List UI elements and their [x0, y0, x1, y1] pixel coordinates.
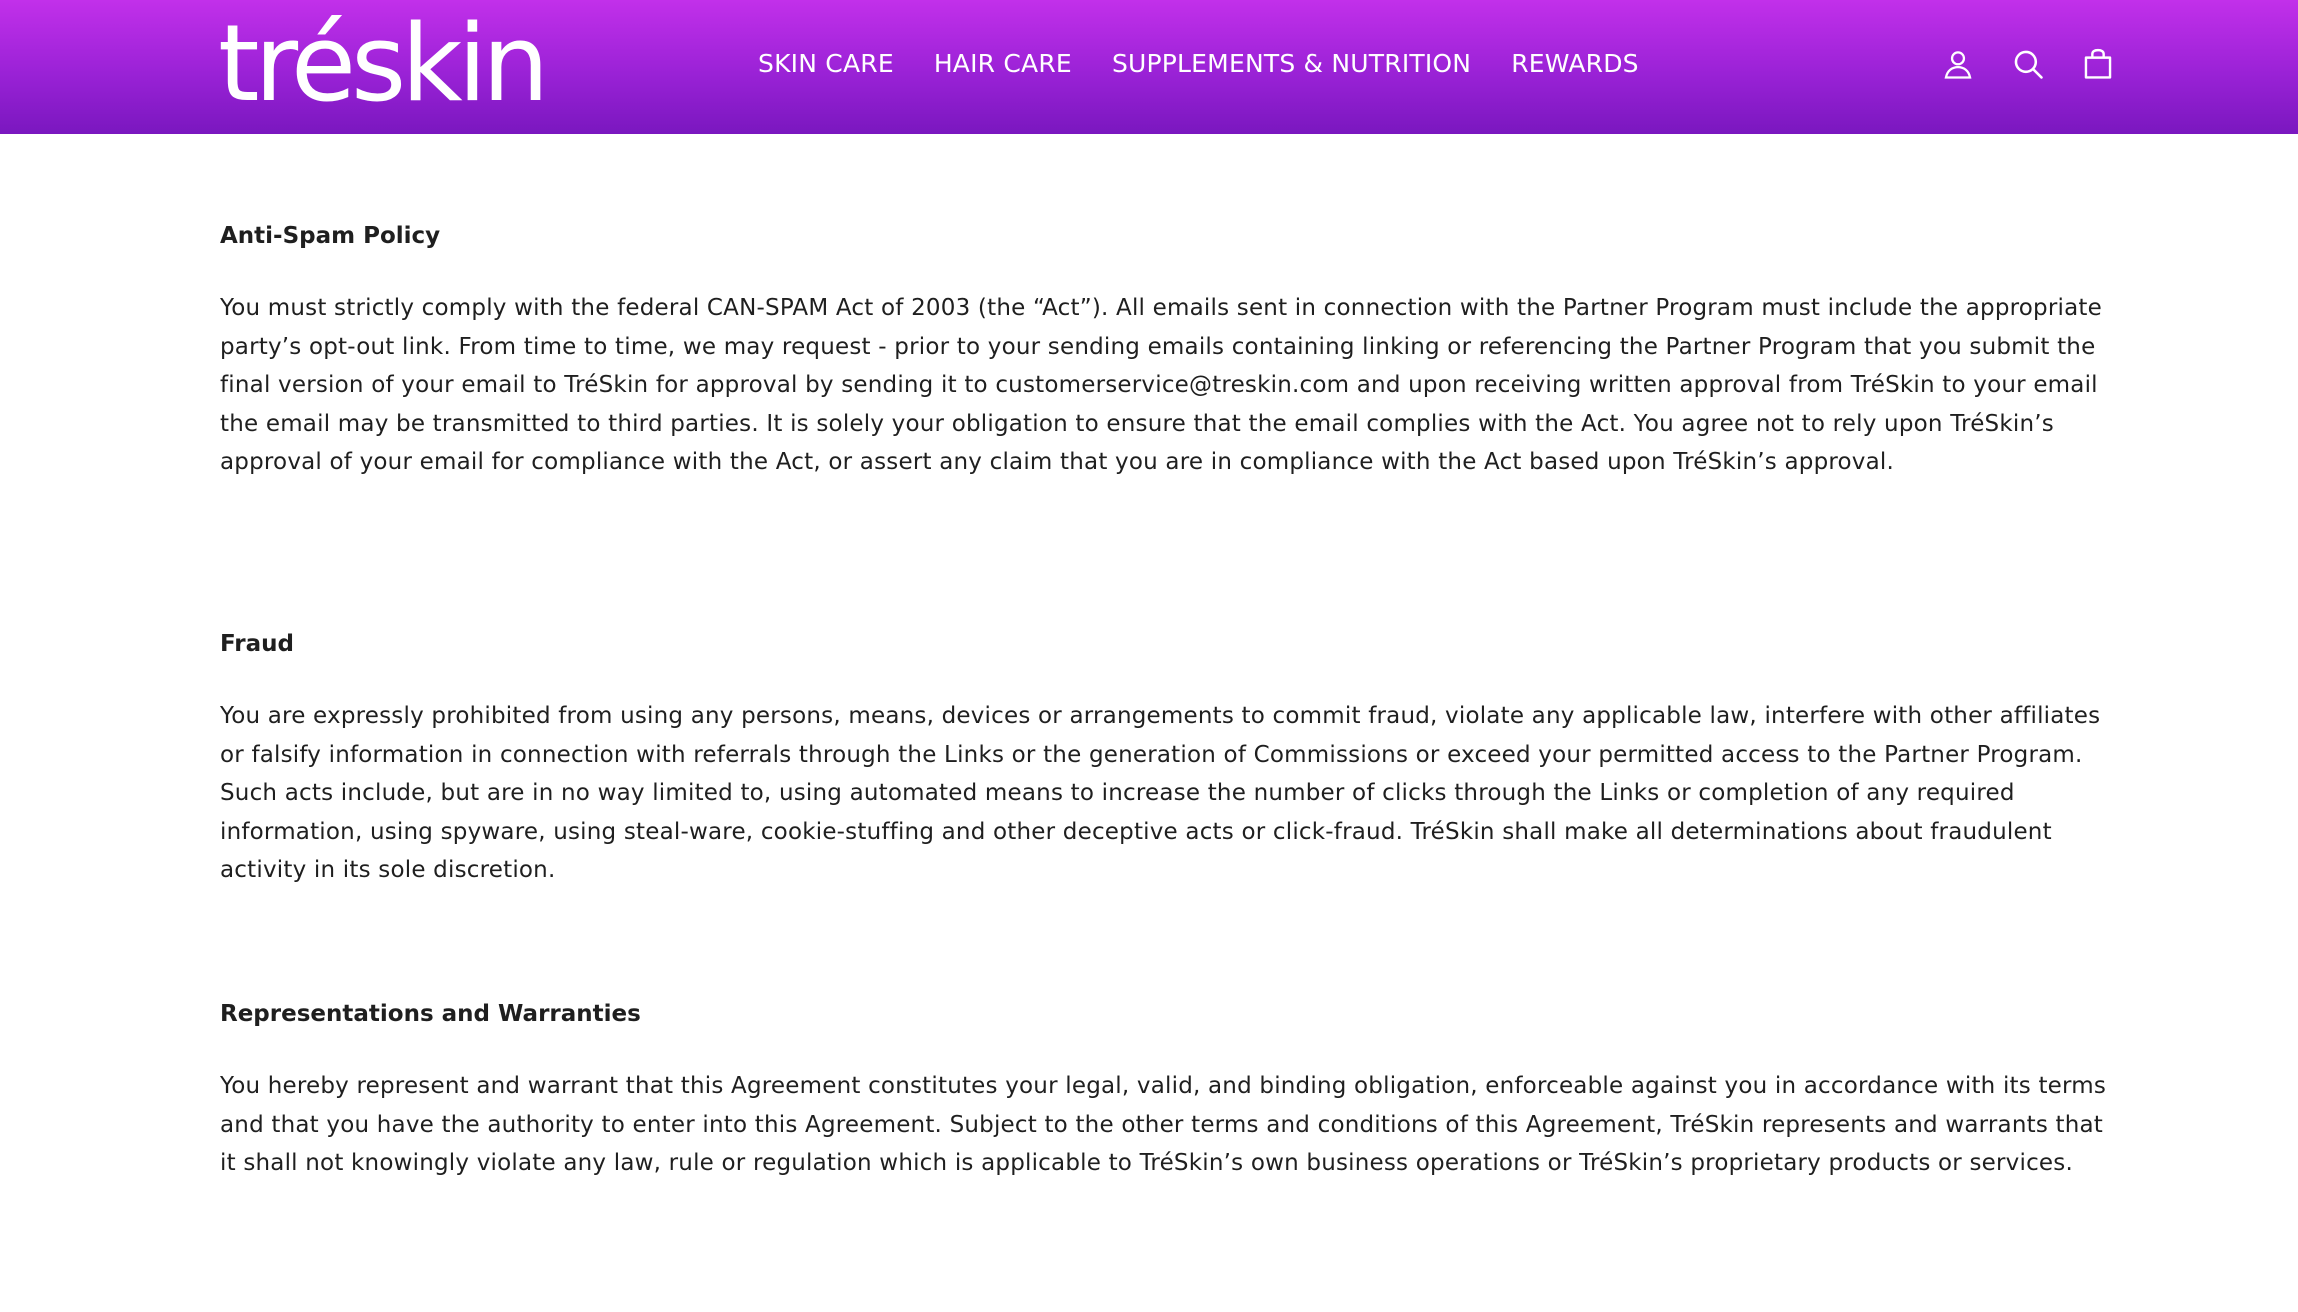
brand-logo[interactable]: tréskin — [218, 2, 545, 125]
main-nav — [758, 44, 1639, 84]
nav-skin-care[interactable]: SKIN CARE — [758, 49, 894, 78]
header-actions — [1938, 44, 2118, 84]
search-icon[interactable] — [2008, 44, 2048, 84]
section-title-representations: Representations and Warranties — [220, 1001, 641, 1027]
nav-supplements-nutrition[interactable]: SUPPLEMENTS & NUTRITION — [1111, 49, 1472, 78]
section-title-fraud: Fraud — [220, 631, 294, 657]
section-title-anti-spam: Anti-Spam Policy — [220, 223, 441, 249]
section-body-fraud: You are expressly prohibited from using any persons, means, devices or arrangements to commit fraud, violate any applicable law, interfere with other affiliates or falsify information in connection with referrals through the Links or the generation of Commissions or exceed your permitted access to the Partner Program. Such acts include, but are in no way limited to, using automated means to increase the number of clicks through the Links or completion of any required information, using spyware, using steal-ware, cookie-stuffing and other deceptive acts or click-fraud. TréSkin shall make all determinations about fraudulent activity in its sole discretion. — [220, 703, 2101, 884]
account-icon[interactable] — [1938, 44, 1978, 84]
nav-hair-care[interactable]: HAIR CARE — [933, 49, 1072, 78]
nav-rewards[interactable]: REWARDS — [1511, 49, 1639, 78]
cart-icon[interactable] — [2078, 44, 2118, 84]
site-header — [0, 0, 2298, 134]
section-body-anti-spam: You must strictly comply with the federal CAN-SPAM Act of 2003 (the “Act”). All emails sent in connection with the Partner Program must include the appropriate party’s opt-out link. From time to time, we may request - prior to your sending emails containing linking or referencing the Partner Program that you submit the final version of your email to TréSkin for approval by sending it to customerservice@treskin.com and upon receiving written approval from TréSkin to your email the email may be transmitted to third parties. It is solely your obligation to ensure that the email complies with the Act. You agree not to rely upon TréSkin’s approval of your email for compliance with the Act, or assert any claim that you are in compliance with the Act based upon TréSkin’s approval. — [220, 295, 2102, 476]
section-body-representations: You hereby represent and warrant that this Agreement constitutes your legal, valid, and binding obligation, enforceable against you in accordance with its terms and that you have the authority to enter into this Agreement. Subject to the other terms and conditions of this Agreement, TréSkin represents and warrants that it shall not knowingly violate any law, rule or regulation which is applicable to TréSkin’s own business operations or TréSkin’s proprietary products or services. — [220, 1073, 2107, 1177]
